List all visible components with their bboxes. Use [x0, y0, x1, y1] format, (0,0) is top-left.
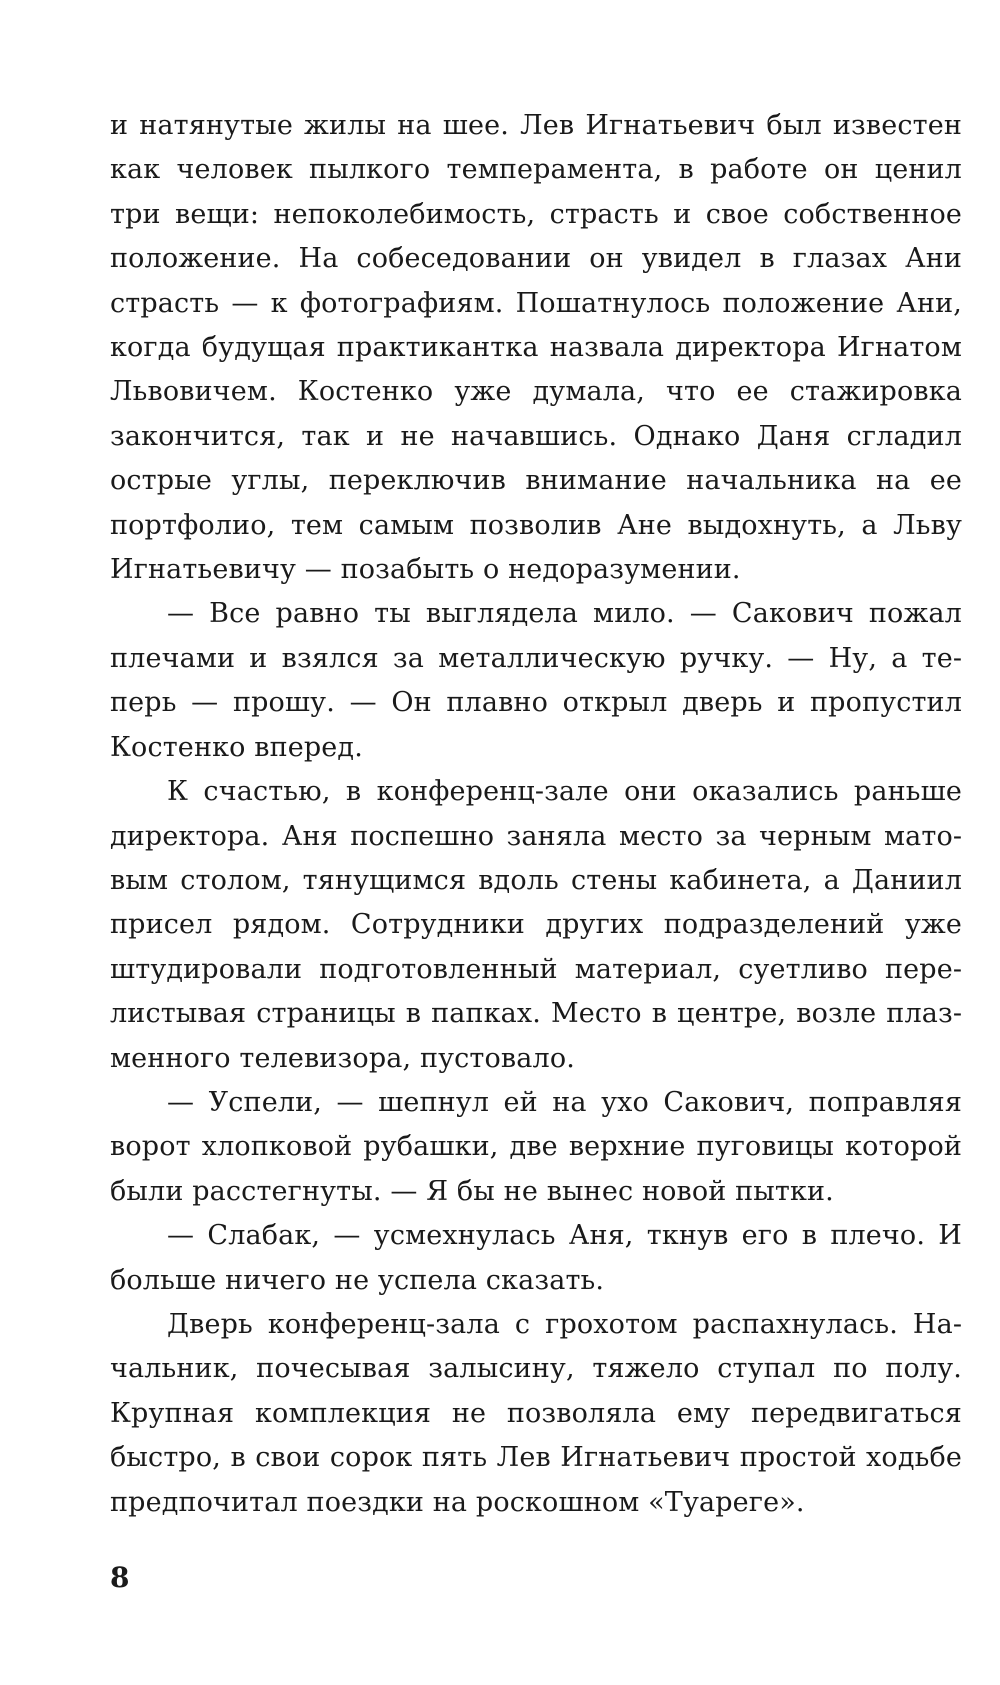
paragraph-6: Дверь конференц-зала с грохотом распахнулась. Начальник, почесывая залысину, тяжело ступал по полу. Крупная комплекция не позволяла ему передвигаться быстро, в свои сорок пять Лев Игнатьевич простой ходьбе предпочитал поездки на роскошном «Туареге». [110, 1308, 962, 1518]
paragraph-5: — Слабак, — усмехнулась Аня, ткнув его в плечо. И больше ничего не успела сказать. [110, 1220, 962, 1296]
page-number: 8 [110, 1561, 130, 1594]
paragraph-2: — Все равно ты выглядела мило. — Сакович пожал плечами и взялся за металлическую ручку. — Ну, а теперь — прошу. — Он плавно открыл дверь и пропустил Костенко вперед. [110, 598, 962, 763]
paragraph-3: К счастью, в конференц-зале они оказались раньше директора. Аня поспешно заняла место за черным матовым столом, тянущимся вдоль стены кабинета, а Даниил присел рядом. Сотрудники других подразделений уже штудировали подготовленный материал, суетливо перелистывая страницы в папках. Место в центре, возле плазменного телевизора, пустовало. [110, 776, 962, 1074]
paragraph-4: — Успели, — шепнул ей на ухо Сакович, поправляя ворот хлопковой рубашки, две верхние пуговицы которой были расстегнуты. — Я бы не вынес новой пытки. [110, 1086, 962, 1207]
paragraph-1: и натянутые жилы на шее. Лев Игнатьевич был известен как человек пылкого темперамента, в работе он ценил три вещи: непоколебимость, страсть и свое собственное положение. На собеседовании он увидел в глазах Ани страсть — к фотографиям. Пошатнулось положение Ани, когда будущая практикантка назвала директора Игнатом Львовичем. Костенко уже думала, что ее стажировка закончится, так и не начавшись. Однако Даня сгладил острые углы, переключив внимание начальника на ее портфолио, тем самым позволив Ане выдохнуть, а Льву Игнатьевичу — позабыть о недоразумении. [110, 110, 962, 586]
body-text [110, 104, 962, 1525]
